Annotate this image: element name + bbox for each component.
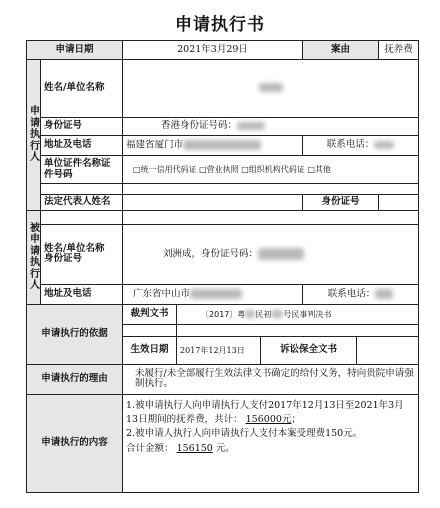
row-applicant-name	[27, 60, 419, 118]
respondent-address-label: 地址及电话	[41, 284, 123, 304]
redacted-address	[183, 140, 261, 150]
respondent-address-value: 广东省中山市	[123, 284, 303, 304]
row-content	[27, 394, 419, 492]
spacer-cell	[177, 324, 419, 336]
redacted-phone	[374, 141, 394, 149]
content-item-1: 1.被申请执行人向申请执行人支付2017年12月13日至2021年3月13日期间的抚养费，共计： 156000元；	[126, 399, 404, 426]
applicant-phone: 联系电话：	[303, 136, 419, 156]
legal-rep-value	[123, 195, 303, 211]
applicant-name-value	[123, 60, 419, 118]
row-applicant-org-code	[27, 156, 419, 184]
respondent-phone: 联系电话：	[303, 284, 419, 304]
case-cause-label: 案由	[303, 41, 379, 60]
row-apply-date	[27, 41, 419, 60]
security-doc-value	[357, 336, 419, 364]
judgment-doc-label: 裁判文书	[123, 304, 177, 324]
row-basis-document	[27, 304, 419, 324]
content-item-2: 2.被申请人执行人向申请执行人支付本案受理费150元。	[126, 428, 363, 440]
redacted-case-number	[271, 310, 283, 318]
applicant-id-value: 香港身份证号码：	[123, 118, 419, 136]
respondent-name-id-value: 刘洲成，身份证号码：	[123, 224, 419, 284]
redacted-respondent-phone	[375, 289, 393, 299]
spacer-cell	[123, 210, 419, 224]
spacer-cell	[123, 184, 419, 195]
document-title: 申请执行书	[175, 15, 265, 35]
security-doc-label: 诉讼保全文书	[261, 336, 357, 364]
row-applicant-id	[27, 118, 419, 136]
case-cause-value: 抚养费	[379, 41, 419, 60]
content-label: 申请执行的内容	[27, 394, 123, 492]
org-option-business-license[interactable]: □营业执照	[199, 164, 239, 174]
row-applicant-spacer	[27, 184, 419, 195]
legal-rep-label: 法定代表人姓名	[41, 195, 123, 211]
legal-id-value	[379, 195, 419, 211]
applicant-name-label: 姓名/单位名称	[41, 60, 123, 118]
respondent-vertical-label: 被 申 请 执 行 人	[27, 210, 41, 304]
basis-label: 申请执行的依据	[27, 304, 123, 364]
content-text	[123, 394, 419, 492]
legal-id-label: 身份证号	[303, 195, 379, 211]
effective-date-value: 2017年12月13日	[177, 336, 261, 364]
judgment-doc-value: 〔2017〕粤 民初 号民事判决书	[177, 304, 419, 324]
redacted-respondent-address	[190, 289, 242, 299]
row-respondent-name-id	[27, 224, 419, 284]
redacted-id	[237, 122, 265, 130]
applicant-address-label: 地址及电话	[41, 136, 123, 156]
row-reason	[27, 364, 419, 394]
org-code-options	[123, 156, 419, 184]
redacted-respondent-id	[258, 248, 304, 260]
org-option-other[interactable]: □其他	[307, 164, 331, 174]
row-legal-rep	[27, 195, 419, 211]
spacer-cell	[41, 184, 123, 195]
applicant-id-label: 身份证号	[41, 118, 123, 136]
spacer-cell	[123, 324, 177, 336]
respondent-name-id-label: 姓名/单位名称 身份证号	[41, 224, 123, 284]
apply-date-value: 2021年3月29日	[123, 41, 303, 60]
applicant-vertical-label: 申 请 执 行 人	[27, 60, 41, 211]
row-applicant-address	[27, 136, 419, 156]
row-respondent-spacer	[27, 210, 419, 224]
effective-date-label: 生效日期	[123, 336, 177, 364]
applicant-address-value: 福建省厦门市	[123, 136, 303, 156]
org-option-credit-code[interactable]: □统一信用代码证	[133, 164, 197, 174]
content-total: 合计金额： 156150 元。	[126, 442, 235, 454]
row-respondent-address	[27, 284, 419, 304]
spacer-cell	[41, 210, 123, 224]
apply-date-label: 申请日期	[27, 41, 123, 60]
org-option-org-code[interactable]: □组织机构代码证	[241, 164, 305, 174]
org-code-label: 单位证件名称证件号码	[41, 156, 123, 184]
redacted-name	[259, 83, 283, 92]
reason-text: 未履行/未全部履行生效法律文书确定的给付义务，特向贵院申请强制执行。	[123, 364, 419, 394]
redacted-case-number	[245, 310, 255, 318]
application-form-table	[26, 40, 419, 493]
reason-label: 申请执行的理由	[27, 364, 123, 394]
